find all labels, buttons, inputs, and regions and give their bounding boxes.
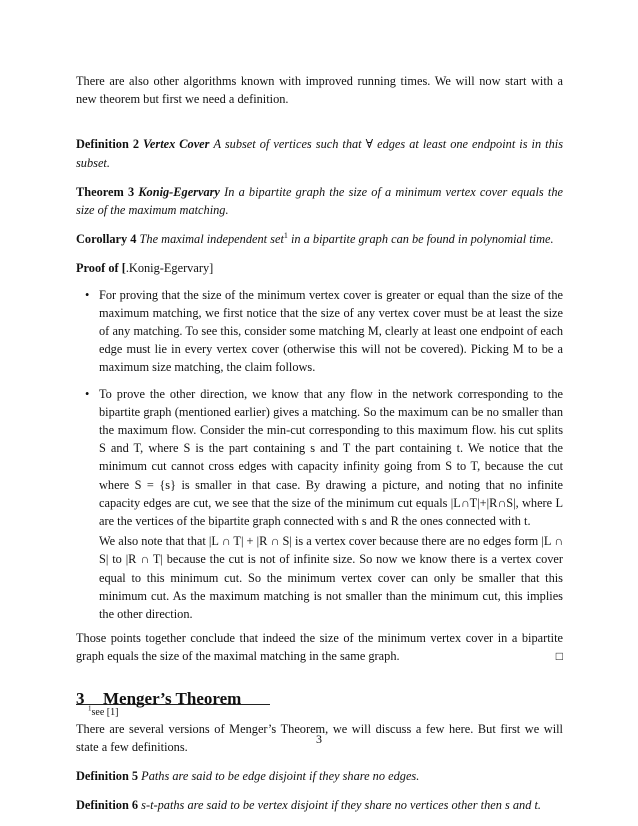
definition-6-text: s-t-paths are said to be vertex disjoint if they share no vertices other then s and t. xyxy=(141,798,542,813)
section-heading xyxy=(76,688,563,710)
footnote-mark[interactable]: 1 xyxy=(283,231,288,241)
bullet-icon: • xyxy=(85,287,90,302)
footnote-number: 1 xyxy=(88,704,92,713)
proof-bullet-1-text: For proving that the size of the minimum vertex cover is greater or equal than the size of the maximum matching, we first notice that the size of any vertex cover must be at least the size of any matching. To see this, consider some matching M, clearly at least one endpoint of each edge must lie in every vertex cover (otherwise this will not be covered). Picking M to be a maximum size matching, the claim follows. xyxy=(99,287,563,375)
footnote-text: see [1] xyxy=(91,707,119,718)
qed-square-icon: □ xyxy=(555,649,563,664)
proof-bullet-2-text: To prove the other direction, we know that any flow in the network corresponding to the bipartite graph (mentioned earlier) gives a matching. So the maximum can be no smaller than the maximum flow. Consider the min-cut corresponding to this maximum flow. his cut splits S and T, where S is the part containing s and T the part containing t. We notice that the minimum cut cannot cross edges with capacity infinity going from S to T, because the cut where S = {s} is smaller in that case. By drawing a picture, and noting that no infinite capacity edges are cut, we see that the size of the minimum cut equals |L∩T|+|R∩S|, where L are the vertices of the bipartite graph connected with s and R the ones connected with t. xyxy=(99,386,563,529)
definition-5-text: Paths are said to be edge disjoint if they share no edges. xyxy=(141,769,420,784)
definition-5 xyxy=(76,767,563,785)
proof-conclusion-text: Those points together conclude that indeed the size of the minimum vertex cover in a bipartite graph equals the size of the maximal matching in the same graph. xyxy=(76,631,563,664)
section-intro: There are several versions of Menger’s Theorem, we will discuss a few here. But first we will state a few definitions. xyxy=(76,721,563,754)
theorem-3-text: In a bipartite graph the size of a minimum vertex cover equals the size of the maximum matching. xyxy=(76,184,563,218)
theorem-3-label: Theorem 3 xyxy=(76,184,135,199)
footnote xyxy=(88,704,119,718)
section-number: 3 xyxy=(76,688,85,708)
definition-6 xyxy=(76,796,563,814)
proof-conclusion xyxy=(76,629,563,665)
proof-bullet-1 xyxy=(76,286,563,377)
corollary-4-label: Corollary 4 xyxy=(76,232,137,247)
proof-label: Proof of [ xyxy=(76,261,126,276)
intro-paragraph: There are also other algorithms known with improved running times. We will now start with a new theorem but first we need a definition. xyxy=(76,74,563,107)
proof-bullet-2-continuation: We also note that that |L ∩ T| + |R ∩ S| is a vertex cover because there are no edges form |L ∩ S| to |R ∩ T| because the cut is not of infinite size. So now we know there is a vertex cover equal to this minimum cut. So the minimum vertex cover can only be smaller that this minimum cut. As the maximum matching is not smaller than the minimum cut, this implies the other direction. xyxy=(99,534,563,622)
definition-2 xyxy=(76,135,563,171)
proof-bullet-list xyxy=(76,286,563,624)
theorem-3-name: Konig-Egervary xyxy=(138,184,220,199)
proof-heading xyxy=(76,259,563,277)
corollary-4-text-after: in a bipartite graph can be found in polynomial time. xyxy=(287,232,554,247)
definition-2-name: Vertex Cover xyxy=(143,137,210,152)
theorem-3 xyxy=(76,183,563,219)
definition-2-text: A subset of vertices such that ∀ edges at least one endpoint is in this subset. xyxy=(76,137,563,170)
corollary-4-text-before: The maximal independent set xyxy=(139,232,284,247)
corollary-4 xyxy=(76,230,563,248)
proof-reference[interactable]: .Konig-Egervary] xyxy=(125,261,214,276)
section-title: Menger’s Theorem xyxy=(103,688,242,708)
proof-bullet-2 xyxy=(76,385,563,624)
definition-6-label: Definition 6 xyxy=(76,798,139,813)
bullet-icon: • xyxy=(85,386,90,401)
definition-2-label: Definition 2 xyxy=(76,137,140,152)
footnote-rule xyxy=(76,704,270,705)
definition-5-label: Definition 5 xyxy=(76,769,139,784)
page-number: 3 xyxy=(316,732,322,746)
